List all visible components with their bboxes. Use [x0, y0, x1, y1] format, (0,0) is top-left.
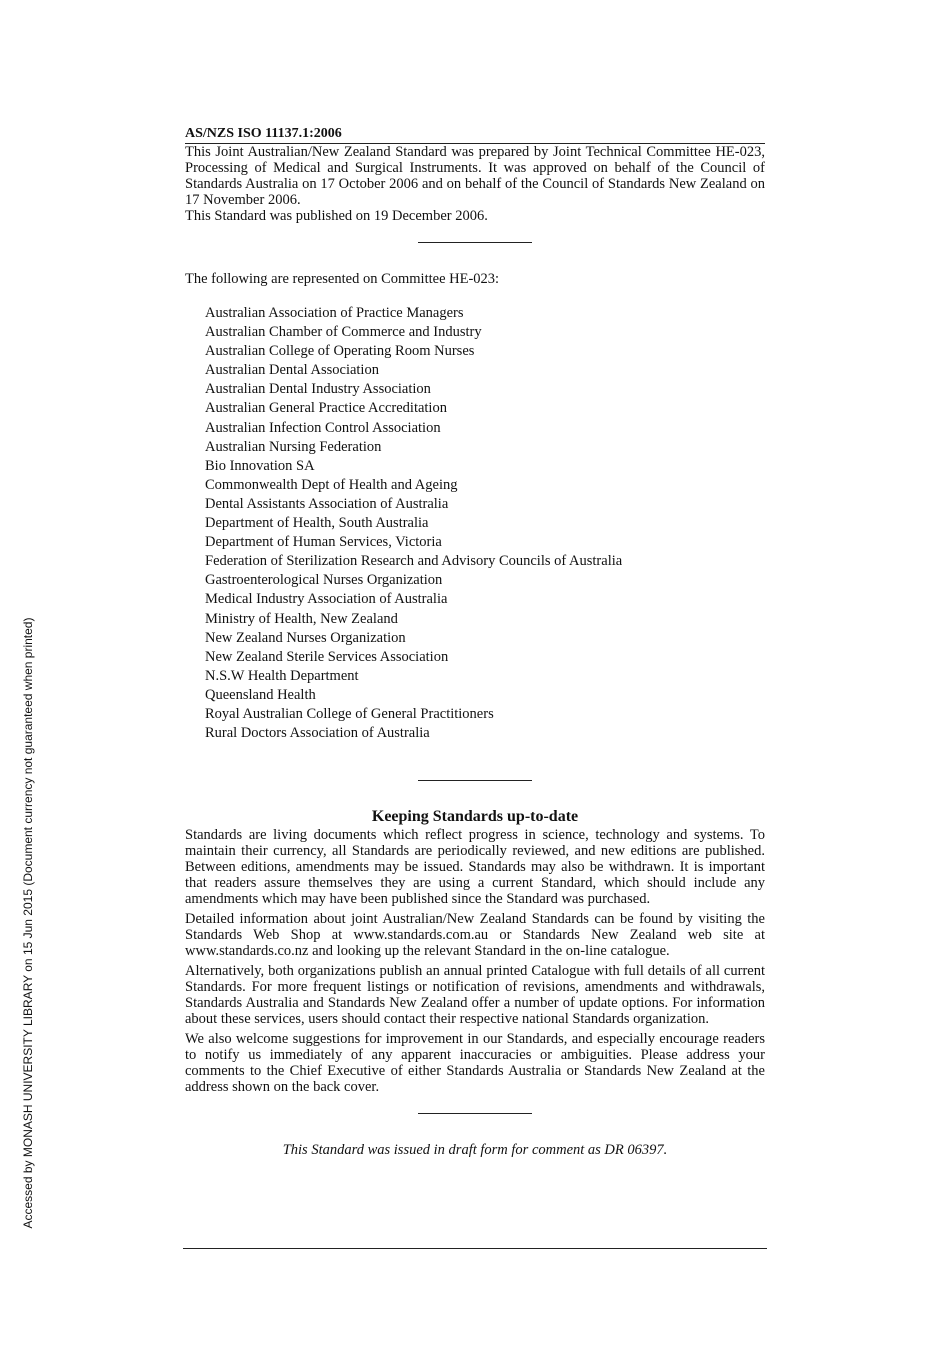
list-item: Royal Australian College of General Practitioners	[205, 705, 494, 722]
list-item: Australian College of Operating Room Nurses	[205, 343, 475, 360]
list-item: New Zealand Sterile Services Association	[205, 648, 449, 665]
list-item: Department of Health, South Australia	[205, 515, 429, 532]
standard-id: AS/NZS ISO 11137.1:2006	[185, 126, 342, 141]
committee-intro: The following are represented on Committee HE-023:	[185, 271, 500, 287]
list-item: Australian Dental Association	[205, 362, 379, 379]
list-item: Medical Industry Association of Australia	[205, 591, 448, 608]
list-item: Ministry of Health, New Zealand	[205, 610, 398, 627]
committee-member-list	[185, 304, 765, 743]
paragraph: Detailed information about joint Australian/New Zealand Standards can be found by visiting the Standards Web Shop at www.standards.com.au or Standards New Zealand web site at www.standards.co.nz and looking up the relevant Standard in the on-line catalogue.	[185, 911, 765, 960]
list-item: Australian General Practice Accreditation	[205, 400, 447, 417]
list-item: Federation of Sterilization Research and Advisory Councils of Australia	[205, 553, 623, 570]
list-item: Rural Doctors Association of Australia	[205, 725, 430, 742]
list-item: Dental Assistants Association of Australia	[205, 495, 449, 512]
list-item: Queensland Health	[205, 686, 316, 703]
divider	[418, 1113, 532, 1114]
paragraph: Standards are living documents which reflect progress in science, technology and systems. To maintain their currency, all Standards are periodically reviewed, and new editions are published. Between editions, amendments may be issued. Standards may also be withdrawn. It is important that readers assure themselves they are using a current Standard, which should include any amendments which may have been published since the Standard was purchased.	[185, 827, 765, 908]
access-watermark-text: Accessed by MONASH UNIVERSITY LIBRARY on 15 Jun 2015 (Document currency not guaranteed when printed)	[21, 617, 35, 1229]
section-title: Keeping Standards up-to-date	[371, 808, 579, 826]
paragraph: Alternatively, both organizations publish an annual printed Catalogue with full details of all current Standards. For more frequent listings or notification of revisions, amendments and withdrawals, Standards Australia and Standards New Zealand offer a number of update options. For information about these services, users should contact their respective national Standards organization.	[185, 963, 765, 1028]
list-item: N.S.W Health Department	[205, 667, 359, 684]
list-item: Australian Infection Control Association	[205, 419, 441, 436]
footer-rule	[183, 1248, 767, 1249]
list-item: Bio Innovation SA	[205, 457, 315, 474]
published-text: This Standard was published on 19 December 2006.	[185, 208, 488, 224]
approval-text: This Joint Australian/New Zealand Standard was prepared by Joint Technical Committee HE-023, Processing of Medical and Surgical Instruments. It was approved on behalf of the Council of Standards Australia on 17 October 2006 and on behalf of the Council of Standards New Zealand on 17 November 2006.	[185, 144, 765, 208]
document-page	[185, 126, 765, 1159]
list-item: Gastroenterological Nurses Organization	[205, 572, 443, 589]
list-item: Australian Nursing Federation	[205, 438, 382, 455]
list-item: Department of Human Services, Victoria	[205, 534, 442, 551]
list-item: Australian Dental Industry Association	[205, 381, 431, 398]
list-item: Commonwealth Dept of Health and Ageing	[205, 476, 458, 493]
divider	[418, 242, 532, 243]
paragraph: We also welcome suggestions for improvement in our Standards, and especially encourage readers to notify us immediately of any apparent inaccuracies or ambiguities. Please address your comments to the Chief Executive of either Standards Australia or Standards New Zealand at the address shown on the back cover.	[185, 1031, 765, 1096]
draft-note: This Standard was issued in draft form for comment as DR 06397.	[282, 1142, 668, 1159]
list-item: Australian Chamber of Commerce and Industry	[205, 324, 482, 341]
list-item: New Zealand Nurses Organization	[205, 629, 406, 646]
divider	[418, 780, 532, 781]
list-item: Australian Association of Practice Managers	[205, 305, 464, 321]
